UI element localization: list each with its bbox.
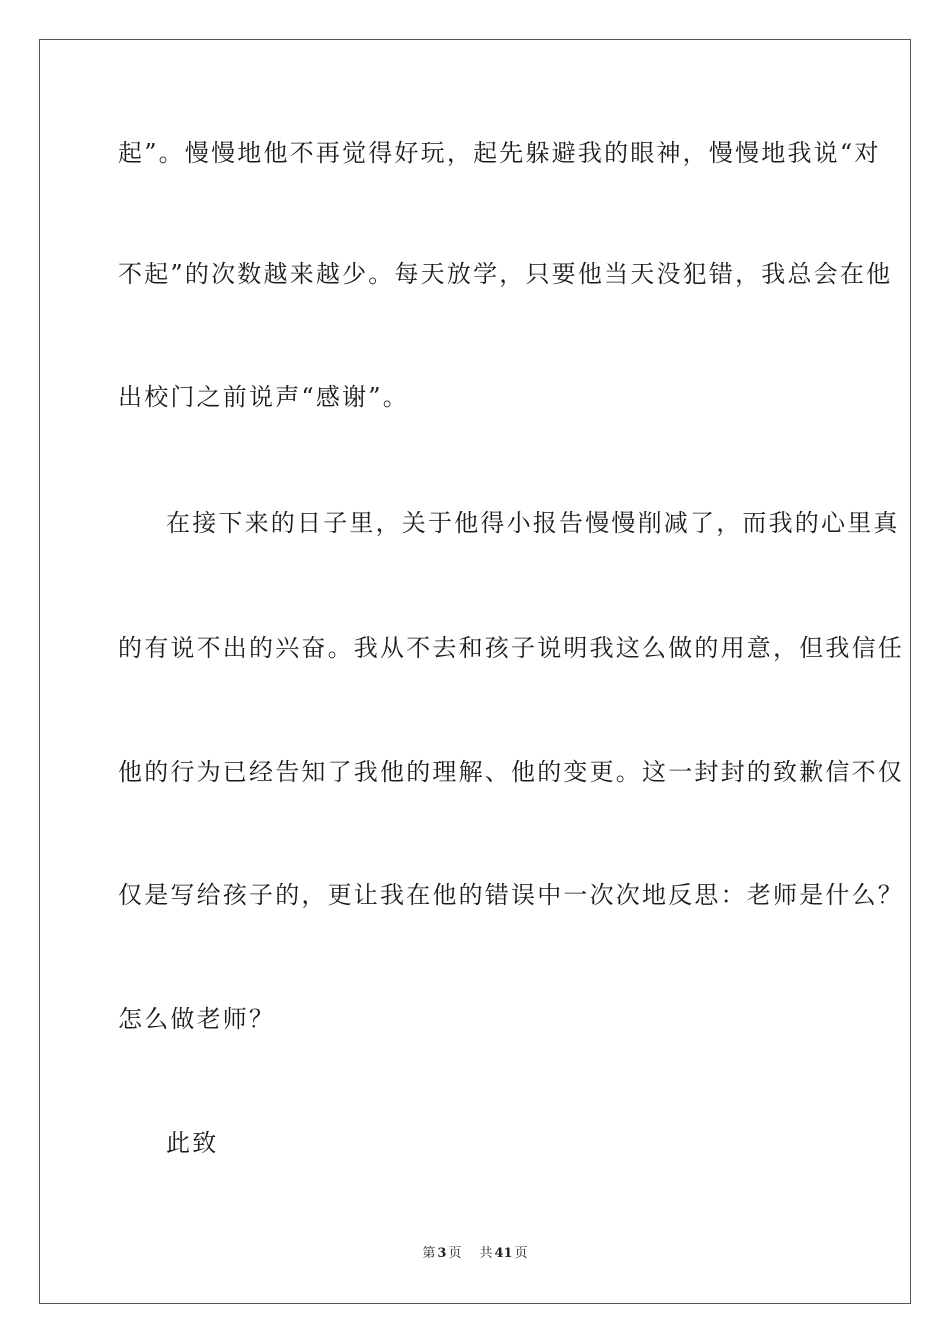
page-prefix: 第 <box>422 1246 436 1261</box>
text-line-8: 怎么做老师？ <box>118 1005 276 1033</box>
text-line-5: 的有说不出的兴奋。我从不去和孩子说明我这么做的用意，但我信任 <box>118 634 904 662</box>
text-line-4: 在接下来的日子里，关于他得小报告慢慢削减了，而我的心里真 <box>166 509 900 537</box>
page-footer <box>0 1246 950 1262</box>
closing-salutation: 此致 <box>166 1129 219 1157</box>
total-prefix: 共 <box>479 1246 493 1261</box>
text-line-1: 起”。慢慢地他不再觉得好玩，起先躲避我的眼神，慢慢地我说“对 <box>118 139 881 167</box>
page-number: 3 <box>437 1246 447 1261</box>
total-suffix: 页 <box>514 1246 528 1261</box>
text-line-6: 他的行为已经告知了我他的理解、他的变更。这一封封的致歉信不仅 <box>118 758 904 786</box>
text-line-3: 出校门之前说声“感谢”。 <box>118 383 409 411</box>
text-line-7: 仅是写给孩子的，更让我在他的错误中一次次地反思：老师是什么？ <box>118 881 904 909</box>
total-pages: 41 <box>494 1246 513 1261</box>
page-suffix: 页 <box>448 1246 462 1261</box>
page-border <box>39 39 911 1304</box>
text-line-2: 不起”的次数越来越少。每天放学，只要他当天没犯错，我总会在他 <box>118 260 893 288</box>
